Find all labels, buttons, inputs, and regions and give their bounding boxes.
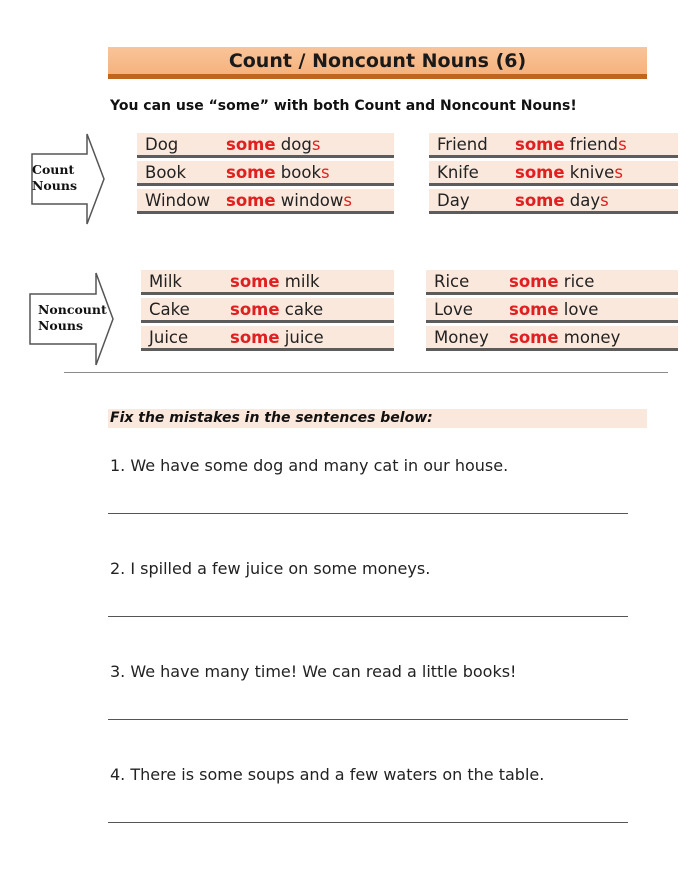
noun-base: juice [284,328,324,347]
plural-suffix: s [614,163,623,182]
plural-suffix: s [618,135,627,154]
some-word: some [515,135,565,154]
table-row [141,298,394,323]
table-row [137,161,394,186]
answer-line[interactable] [108,719,628,720]
some-word: some [515,191,565,210]
some-word: some [226,191,276,210]
some-word: some [226,135,276,154]
intro-text: You can use “some” with both Count and Noncount Nouns! [110,98,577,114]
table-row [429,133,678,158]
noun-base: dog [280,135,312,154]
page-title: Count / Noncount Nouns (6) [108,47,647,79]
noun-base: day [569,191,601,210]
some-word: some [230,272,280,291]
some-word: some [230,300,280,319]
some-word: some [226,163,276,182]
noun-word: Book [145,163,187,182]
table-row [137,189,394,214]
noun-word: Friend [437,135,488,154]
noun-word: Day [437,191,470,210]
answer-line[interactable] [108,513,628,514]
exercise-title: Fix the mistakes in the sentences below: [108,409,647,428]
noun-word: Knife [437,163,479,182]
noun-word: Money [434,328,489,347]
noun-word: Juice [149,328,189,347]
table-row [429,189,678,214]
noun-word: Dog [145,135,179,154]
table-row [426,298,678,323]
answer-line[interactable] [108,822,628,823]
exercise-sentence: 1. We have some dog and many cat in our house. [110,456,509,475]
noun-base: cake [284,300,324,319]
plural-suffix: s [321,163,330,182]
noun-word: Milk [149,272,182,291]
table-row [141,270,394,295]
some-word: some [509,300,559,319]
noun-base: book [280,163,322,182]
noun-base: love [563,300,599,319]
noun-base: milk [284,272,320,291]
answer-line[interactable] [108,616,628,617]
plural-suffix: s [311,135,321,154]
section-divider [64,372,668,373]
noncount-nouns-arrow [24,271,106,365]
count-label-line2: Nouns [32,178,77,193]
table-row [141,326,394,351]
noun-base: rice [563,272,595,291]
some-word: some [509,272,559,291]
count-nouns-arrow [24,132,106,226]
noun-word: Cake [149,300,190,319]
noun-word: Rice [434,272,470,291]
exercise-sentence: 4. There is some soups and a few waters on the table. [110,765,545,784]
some-word: some [515,163,565,182]
table-row [426,326,678,351]
noncount-label-line2: Nouns [38,318,83,333]
table-row [137,133,394,158]
table-row [426,270,678,295]
noun-word: Window [145,191,211,210]
noun-base: friend [569,135,619,154]
noun-word: Love [434,300,473,319]
some-word: some [230,328,280,347]
table-row [429,161,678,186]
noun-base: knive [569,163,615,182]
noun-base: money [563,328,621,347]
some-word: some [509,328,559,347]
exercise-sentence: 2. I spilled a few juice on some moneys. [110,559,431,578]
count-label-line1: Count [32,162,75,177]
noncount-label-line1: Noncount [38,302,107,317]
exercise-sentence: 3. We have many time! We can read a little books! [110,662,517,681]
plural-suffix: s [600,191,609,210]
plural-suffix: s [343,191,353,210]
noun-base: window [280,191,344,210]
